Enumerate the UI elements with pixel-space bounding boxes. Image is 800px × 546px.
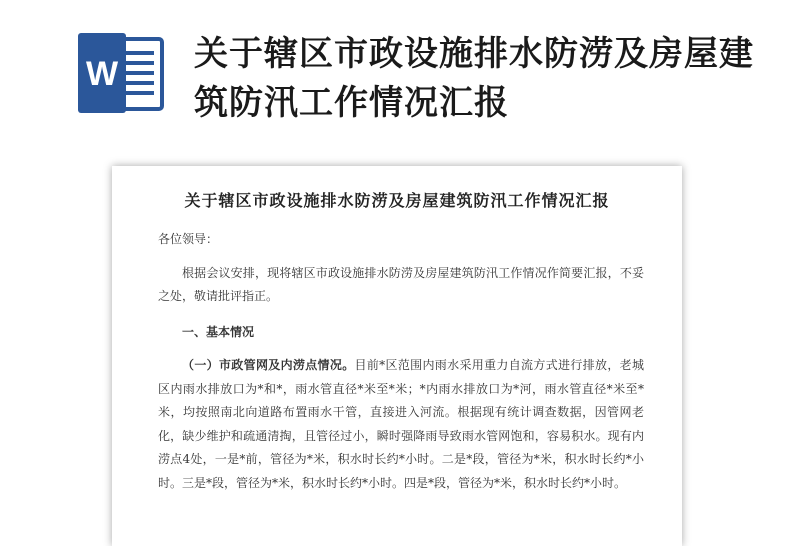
subsection-text: 目前*区范围内雨水采用重力自流方式进行排放，老城区内雨水排放口为*和*，雨水管直径*米至*米；*内雨水排放口为*河，雨水管直径*米至*米，均按照南北向道路布置雨水干管，直接进入河流。根据现有统计调查数据，因管网老化，缺少维护和疏通清掏，且管径过小，瞬时强降雨导致雨水管网饱和，容易积水。现有内涝点4处，一是*前，管径为*米，积水时长约*小时。二是*段，管径为*米，积水时长约*小时。三是*段，管径为*米，积水时长约*小时。四是*段，管径为*米，积水时长约*小时。 [158, 358, 644, 490]
subsection-paragraph [158, 354, 644, 495]
word-icon-letter: W [85, 55, 119, 93]
document-page [112, 166, 682, 546]
document-title: 关于辖区市政设施排水防涝及房屋建筑防汛工作情况汇报 [184, 191, 610, 210]
word-document-icon [76, 33, 166, 113]
page-title: 关于辖区市政设施排水防涝及房屋建筑防汛工作情况汇报 [194, 34, 754, 123]
header-banner [0, 0, 800, 160]
subsection-heading: （一）市政管网及内涝点情况。 [182, 358, 355, 372]
document-body [158, 228, 644, 495]
salutation: 各位领导： [158, 232, 219, 246]
section-heading: 一、基本情况 [182, 324, 255, 339]
intro-paragraph: 根据会议安排，现将辖区市政设施排水防涝及房屋建筑防汛工作情况作简要汇报，不妥之处，敬请批评指正。 [158, 265, 644, 303]
